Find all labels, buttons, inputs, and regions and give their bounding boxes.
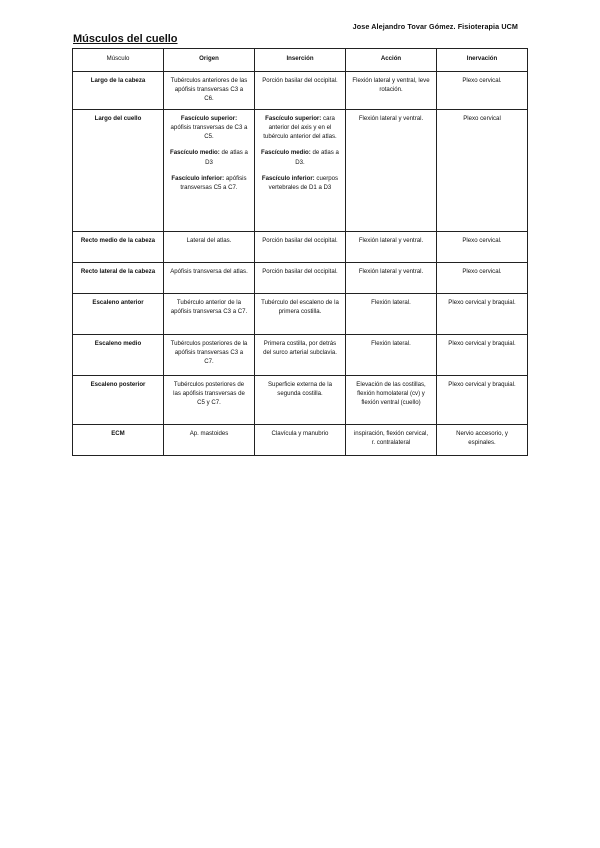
column-header-origin: Origen xyxy=(164,49,255,72)
segment-label: Fascículo inferior: xyxy=(261,174,315,182)
innervation-cell: Nervio accesorio, y espinales. xyxy=(437,425,528,456)
column-header-muscle: Músculo xyxy=(73,49,164,72)
segment-text: Porción basilar del occipital. xyxy=(262,237,338,244)
segment-text: de atlas a D3 xyxy=(205,149,248,166)
cell-segment xyxy=(170,174,248,192)
segment-text: Tubérculo del escaleno de la primera costilla. xyxy=(261,299,339,316)
segment-label: Fascículo inferior: xyxy=(171,174,225,182)
innervation-cell: Plexo cervical xyxy=(437,110,528,232)
table-body xyxy=(73,72,528,456)
segment-label: Fascículo medio: xyxy=(170,149,220,157)
innervation-cell: Plexo cervical y braquial. xyxy=(437,294,528,335)
cell-segment xyxy=(261,114,339,141)
page-header-author: Jose Alejandro Tovar Gómez. Fisioterapia UCM xyxy=(352,22,518,31)
origin-cell xyxy=(164,72,255,110)
action-cell: Elevación de las costillas, flexión homolateral (cv) y flexión ventral (cuello) xyxy=(346,376,437,425)
insertion-cell xyxy=(255,72,346,110)
segment-text: Apófisis transversa del atlas. xyxy=(170,268,248,275)
cell-segment xyxy=(261,380,339,398)
segment-text: Clavícula y manubrio xyxy=(271,430,329,437)
insertion-cell xyxy=(255,376,346,425)
segment-text: Primera costilla, por detrás del surco arterial subclavia. xyxy=(263,340,337,357)
segment-text: Porción basilar del occipital. xyxy=(262,77,338,84)
cell-segment xyxy=(170,298,248,316)
segment-text: cara anterior del axis y en el tubérculo anterior del atlas. xyxy=(263,115,337,141)
muscle-name-cell: Recto lateral de la cabeza xyxy=(73,263,164,294)
cell-segment xyxy=(261,236,339,245)
origin-cell xyxy=(164,294,255,335)
origin-cell xyxy=(164,335,255,376)
origin-cell xyxy=(164,232,255,263)
table-row xyxy=(73,110,528,232)
action-cell: Flexión lateral. xyxy=(346,335,437,376)
cell-segment xyxy=(261,148,339,166)
insertion-cell xyxy=(255,263,346,294)
table-row xyxy=(73,72,528,110)
column-header-innervation: Inervación xyxy=(437,49,528,72)
cell-segment xyxy=(261,429,339,438)
segment-text: Ap. mastoides xyxy=(189,430,229,437)
action-cell: Flexión lateral y ventral, leve rotación. xyxy=(346,72,437,110)
insertion-cell xyxy=(255,110,346,232)
segment-label: Fascículo superior: xyxy=(180,115,238,122)
cell-segment xyxy=(170,76,248,103)
table-row xyxy=(73,425,528,456)
muscle-name-cell: Escaleno posterior xyxy=(73,376,164,425)
action-cell: inspiración, flexión cervical, r. contralateral xyxy=(346,425,437,456)
action-cell: Flexión lateral y ventral. xyxy=(346,110,437,232)
muscle-name-cell: Largo de la cabeza xyxy=(73,72,164,110)
action-cell: Flexión lateral y ventral. xyxy=(346,263,437,294)
segment-text: de atlas a D3. xyxy=(295,149,339,166)
insertion-cell xyxy=(255,425,346,456)
segment-text: Lateral del atlas. xyxy=(186,237,232,244)
segment-text: Tubérculos anteriores de las apófisis transversas C3 a C6. xyxy=(170,77,248,103)
table-row xyxy=(73,376,528,425)
muscle-name-cell: Recto medio de la cabeza xyxy=(73,232,164,263)
table-row xyxy=(73,294,528,335)
insertion-cell xyxy=(255,335,346,376)
table-row xyxy=(73,335,528,376)
origin-cell xyxy=(164,376,255,425)
table-row xyxy=(73,232,528,263)
insertion-cell xyxy=(255,232,346,263)
segment-label: Fascículo medio: xyxy=(261,149,311,157)
origin-cell xyxy=(164,425,255,456)
cell-segment xyxy=(261,267,339,276)
segment-text: Tubérculo anterior de la apófisis transversa C3 a C7. xyxy=(170,299,248,316)
origin-cell xyxy=(164,110,255,232)
muscle-name-cell: Escaleno anterior xyxy=(73,294,164,335)
document-title: Músculos del cuello xyxy=(73,33,178,45)
cell-segment xyxy=(170,148,248,166)
innervation-cell: Plexo cervical. xyxy=(437,263,528,294)
cell-segment xyxy=(261,76,339,85)
column-header-action: Acción xyxy=(346,49,437,72)
segment-label: Fascículo superior: xyxy=(265,115,322,122)
origin-cell xyxy=(164,263,255,294)
cell-segment xyxy=(170,339,248,366)
action-cell: Flexión lateral. xyxy=(346,294,437,335)
insertion-cell xyxy=(255,294,346,335)
segment-text: Tubérculos posteriores de las apófisis transversas de C5 y C7. xyxy=(173,381,245,407)
cell-segment xyxy=(170,236,248,245)
segment-text: apófisis transversas de C3 a C5. xyxy=(170,124,248,141)
cell-segment xyxy=(261,174,339,192)
segment-text: apófisis transversas C5 a C7. xyxy=(180,174,247,191)
segment-text: Tubérculos posteriores de la apófisis transversas C3 a C7. xyxy=(170,340,248,366)
cell-segment xyxy=(170,380,248,407)
innervation-cell: Plexo cervical. xyxy=(437,232,528,263)
cell-segment xyxy=(170,114,248,141)
muscle-name-cell: Escaleno medio xyxy=(73,335,164,376)
table-header-row xyxy=(73,49,528,72)
muscle-name-cell: ECM xyxy=(73,425,164,456)
innervation-cell: Plexo cervical. xyxy=(437,72,528,110)
muscle-name-cell: Largo del cuello xyxy=(73,110,164,232)
table-row xyxy=(73,263,528,294)
cell-segment xyxy=(170,429,248,438)
cell-segment xyxy=(261,339,339,357)
column-header-insertion: Inserción xyxy=(255,49,346,72)
innervation-cell: Plexo cervical y braquial. xyxy=(437,335,528,376)
cell-segment xyxy=(170,267,248,276)
action-cell: Flexión lateral y ventral. xyxy=(346,232,437,263)
cell-segment xyxy=(261,298,339,316)
segment-text: Porción basilar del occipital. xyxy=(262,268,338,275)
segment-text: cuerpos vertebrales de D1 a D3 xyxy=(268,174,339,191)
innervation-cell: Plexo cervical y braquial. xyxy=(437,376,528,425)
segment-text: Superficie externa de la segunda costilla. xyxy=(267,381,333,398)
muscles-table xyxy=(72,48,528,456)
